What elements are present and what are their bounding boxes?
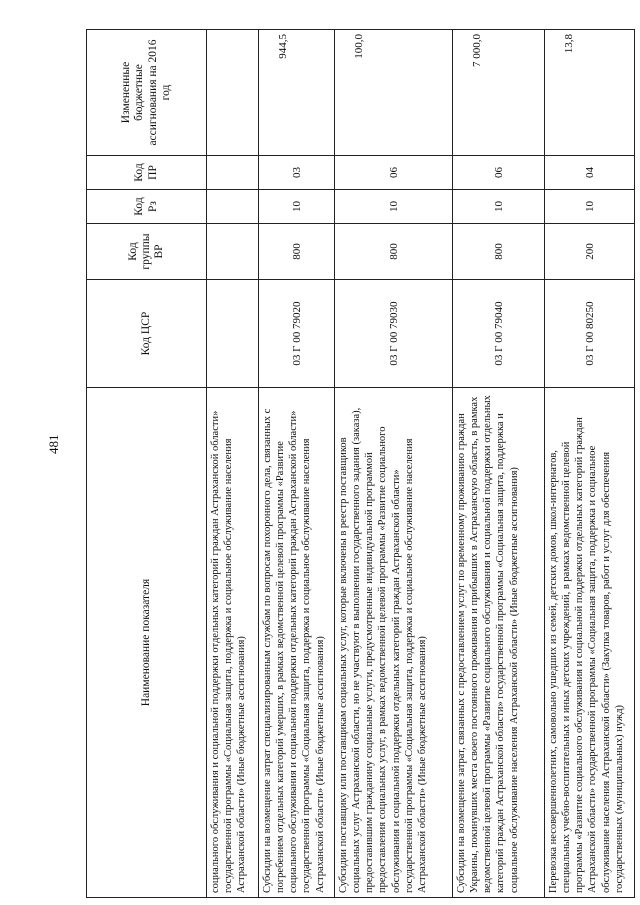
header-pr: Код ПР (87, 156, 207, 190)
row-csr: 03 Г 00 79040 (453, 280, 545, 388)
header-name: Наименование показателя (87, 388, 207, 898)
row-rz: 10 (545, 190, 635, 224)
row-amount: 944,5 (259, 30, 335, 156)
row-rz (207, 190, 259, 224)
page-number: 481 (46, 434, 61, 454)
table-row (207, 30, 259, 898)
row-amount: 100,0 (335, 30, 453, 156)
row-pr: 06 (453, 156, 545, 190)
row-csr: 03 Г 00 79030 (335, 280, 453, 388)
row-amount (207, 30, 259, 156)
row-amount: 7 000,0 (453, 30, 545, 156)
row-rz: 10 (453, 190, 545, 224)
row-name: социального обслуживания и социальной поддержки отдельных категорий граждан Астраханской области» государственной программы «Социальная защита, поддержка и социальное обслуживание населения Астраханской области» (Иные бюджетные ассигнования) (207, 388, 259, 898)
header-csr: Код ЦСР (87, 280, 207, 388)
row-name: Субсидии поставщику или поставщикам социальных услуг, которые включены в реестр поставщиков социальных услуг Астраханской области, но не участвуют в выполнении государственного задания (заказа), предоставившим гражданину социальные услуги, предусмотренные индивидуальной программой предоставления социальных услуг, в рамках ведомственной целевой программы «Развитие социального обслуживания и социальной поддержки отдельных категорий граждан Астраханской области» государственной программы «Социальная защита, поддержка и социальное обслуживание населения Астраханской области» (Иные бюджетные ассигнования) (335, 388, 453, 898)
header-rz: Код Рз (87, 190, 207, 224)
row-csr (207, 280, 259, 388)
table-row (545, 30, 635, 898)
row-rz: 10 (335, 190, 453, 224)
budget-table-sheet (86, 30, 626, 898)
row-name: Субсидии на возмещение затрат, связанных с предоставлением услуг по временному проживанию граждан Украины, покинувших места своего постоянного проживания и прибывших в Астраханскую область, в рамках ведомственной целевой программы «Развитие социального обслуживания и социальной поддержки отдельных категорий граждан Астраханской области» государственной программы «Социальная защита, поддержка и социальное обслуживание населения Астраханской области» (Иные бюджетные ассигнования) (453, 388, 545, 898)
header-vr: Код группы ВР (87, 224, 207, 280)
table-row (335, 30, 453, 898)
row-vr: 800 (259, 224, 335, 280)
table-row (259, 30, 335, 898)
row-name: Субсидии на возмещение затрат специализированным службам по вопросам похоронного дела, связанных с погребением отдельных категорий умерших, в рамках ведомственной целевой программы «Развитие социального обслуживания и социальной поддержки отдельных категорий граждан Астраханской области» государственной программы «Социальная защита, поддержка и социальное обслуживание населения Астраханской области» (Иные бюджетные ассигнования) (259, 388, 335, 898)
row-pr: 06 (335, 156, 453, 190)
row-vr: 200 (545, 224, 635, 280)
row-rz: 10 (259, 190, 335, 224)
row-pr: 03 (259, 156, 335, 190)
budget-table (86, 29, 635, 898)
row-vr: 800 (335, 224, 453, 280)
row-amount: 13,8 (545, 30, 635, 156)
row-csr: 03 Г 00 79020 (259, 280, 335, 388)
row-csr: 03 Г 00 80250 (545, 280, 635, 388)
table-row (453, 30, 545, 898)
table-header-row (87, 30, 207, 898)
row-vr (207, 224, 259, 280)
header-amount: Измененные бюджетные ассигнования на 2016 год (87, 30, 207, 156)
row-pr: 04 (545, 156, 635, 190)
row-name: Перевозка несовершеннолетних, самовольно ушедших из семей, детских домов, школ-интернатов, специальных учебно-воспитательных и иных детских учреждений, в рамках ведомственной целевой программы «Развитие социального обслуживания и социальной поддержки отдельных категорий граждан Астраханской области» государственной программы «Социальная защита, поддержка и социальное обслуживание населения Астраханской области» (Закупка товаров, работ и услуг для обеспечения государственных (муниципальных) нужд) (545, 388, 635, 898)
row-vr: 800 (453, 224, 545, 280)
row-pr (207, 156, 259, 190)
